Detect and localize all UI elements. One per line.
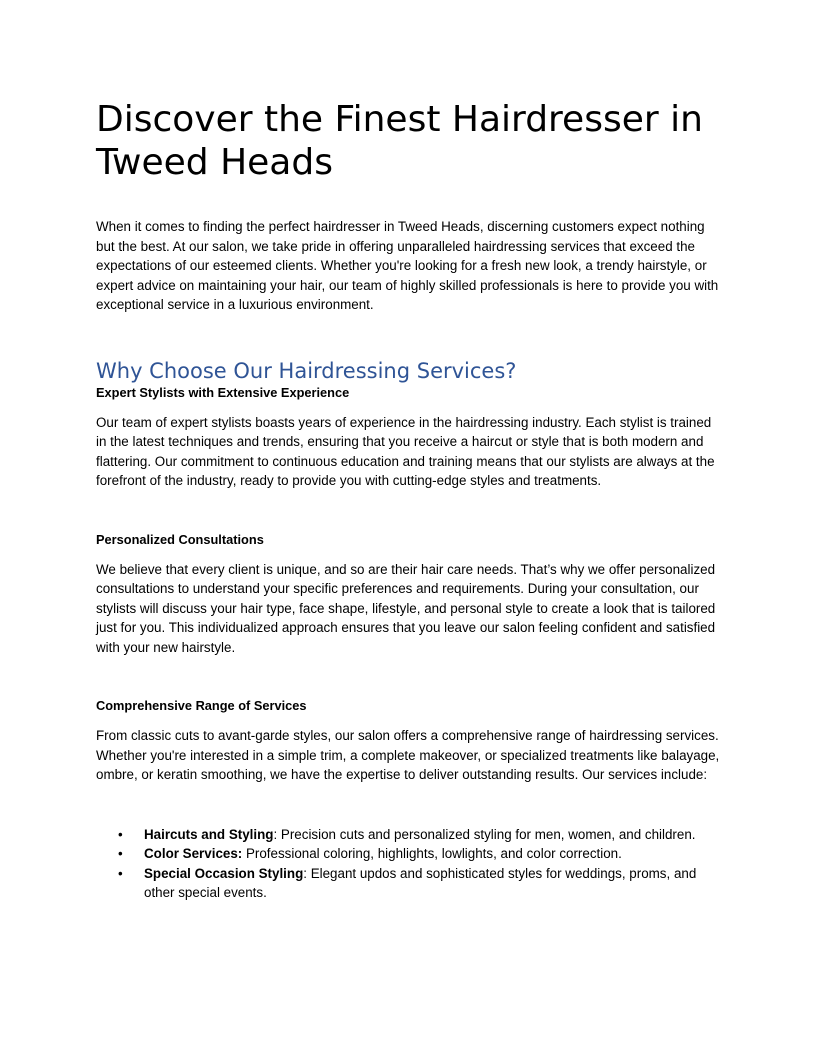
consultations-paragraph: We believe that every client is unique, and so are their hair care needs. That’s why we offer personalized consultations to understand your specific preferences and requirements. During your consultation, our stylists will discuss your hair type, face shape, lifestyle, and personal style to create a look that is tailored just for you. This individualized approach ensures that you leave our salon feeling confident and satisfied with your new hairstyle. <box>96 561 716 655</box>
services-heading: Comprehensive Range of Services <box>96 698 307 713</box>
document-page <box>96 96 720 903</box>
expert-stylists-heading: Expert Stylists with Extensive Experience <box>96 384 350 400</box>
service-name: Color Services: <box>144 846 243 861</box>
bullet-icon: • <box>118 826 123 842</box>
services-list <box>96 825 720 903</box>
page-title: Discover the Finest Hairdresser in Tweed Heads <box>96 99 703 183</box>
service-description: : Precision cuts and personalized styling for men, women, and children. <box>273 826 696 842</box>
intro-paragraph: When it comes to finding the perfect hairdresser in Tweed Heads, discerning customers expect nothing but the best. At our salon, we take pride in offering unparalleled hairdressing services that exceed the expectations of our esteemed clients. Whether you're looking for a fresh new look, a trendy hairstyle, or expert advice on maintaining your hair, our team of highly skilled professionals is here to provide you with exceptional service in a luxurious environment. <box>96 219 719 312</box>
service-description: Professional coloring, highlights, lowlights, and color correction. <box>242 846 622 861</box>
list-item <box>118 825 720 845</box>
bullet-icon: • <box>118 846 123 861</box>
service-name: Special Occasion Styling <box>144 865 304 881</box>
why-choose-heading: Why Choose Our Hairdressing Services? <box>96 358 517 383</box>
list-item <box>118 864 720 903</box>
list-item <box>118 844 720 864</box>
consultations-heading: Personalized Consultations <box>96 531 264 547</box>
services-paragraph: From classic cuts to avant-garde styles, our salon offers a comprehensive range of hairdressing services. Whether you're interested in a simple trim, a complete makeover, or specialized treatments like balayage, ombre, or keratin smoothing, we have the expertise to deliver outstanding results. Our services include: <box>96 728 720 782</box>
bullet-icon: • <box>118 865 123 881</box>
service-name: Haircuts and Styling <box>144 826 274 842</box>
service-description: : Elegant updos and sophisticated styles for weddings, proms, and other special events. <box>144 865 697 900</box>
expert-stylists-paragraph: Our team of expert stylists boasts years of experience in the hairdressing industry. Each stylist is trained in the latest techniques and trends, ensuring that you receive a haircut or style that is both modern and flattering. Our commitment to continuous education and training means that our stylists are always at the forefront of the industry, ready to provide you with cutting-edge styles and treatments. <box>96 414 715 488</box>
